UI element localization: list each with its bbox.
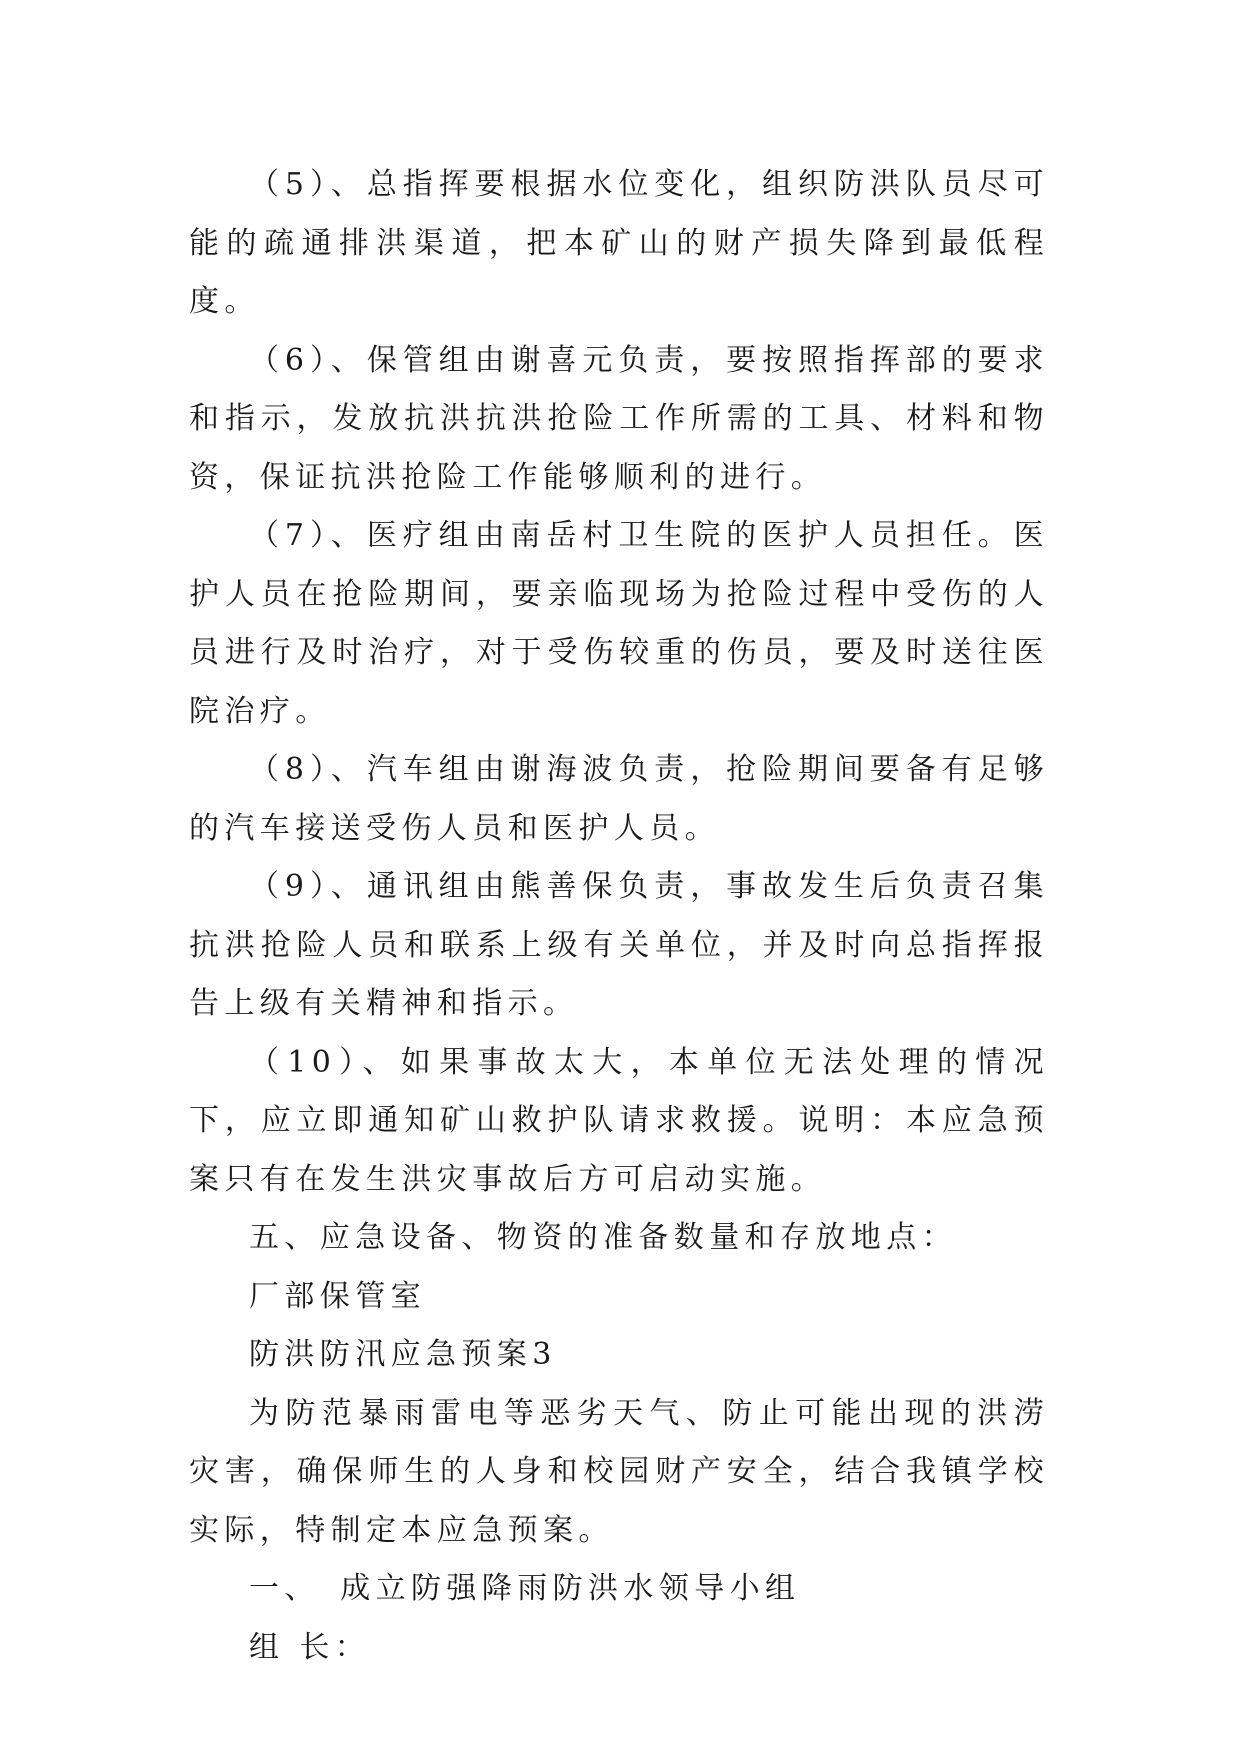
storage-location: 厂部保管室 <box>249 1278 426 1314</box>
section-heading-5: 五、应急设备、物资的准备数量和存放地点： <box>249 1220 957 1255</box>
group-leader-line: 组 长： <box>249 1629 371 1665</box>
plan-intro-paragraph: 为防范暴雨雷电等恶劣天气、防止可能出现的洪涝灾害，确保师生的人身和校园财产安全，结合我镇学校实际，特制定本应急预案。 <box>189 1395 1049 1548</box>
section-heading-1: 一、 成立防强降雨防洪水领导小组 <box>249 1571 801 1606</box>
paragraph-item-7: （7）、医疗组由南岳村卫生院的医护人员担任。医护人员在抢险期间，要亲临现场为抢险过程中受伤的人员进行及时治疗，对于受伤较重的伤员，要及时送往医院治疗。 <box>189 518 1049 729</box>
paragraph-item-10: （10）、如果事故太大，本单位无法处理的情况下，应立即通知矿山救护队请求救援。说明：本应急预案只有在发生洪灾事故后方可启动实施。 <box>189 1044 1049 1197</box>
plan-title: 防洪防汛应急预案3 <box>249 1337 557 1372</box>
paragraph-item-8: （8）、汽车组由谢海波负责，抢险期间要备有足够的汽车接送受伤人员和医护人员。 <box>189 752 1049 846</box>
paragraph-item-5: （5）、总指挥要根据水位变化，组织防洪队员尽可能的疏通排洪渠道，把本矿山的财产损失降到最低程度。 <box>189 167 1049 319</box>
paragraph-item-6: （6）、保管组由谢喜元负责，要按照指挥部的要求和指示，发放抗洪抗洪抢险工作所需的工具、材料和物资，保证抗洪抢险工作能够顺利的进行。 <box>189 342 1049 495</box>
paragraph-item-9: （9）、通讯组由熊善保负责，事故发生后负责召集抗洪抢险人员和联系上级有关单位，并及时向总指挥报告上级有关精神和指示。 <box>189 869 1049 1021</box>
document-body <box>189 156 1049 1677</box>
